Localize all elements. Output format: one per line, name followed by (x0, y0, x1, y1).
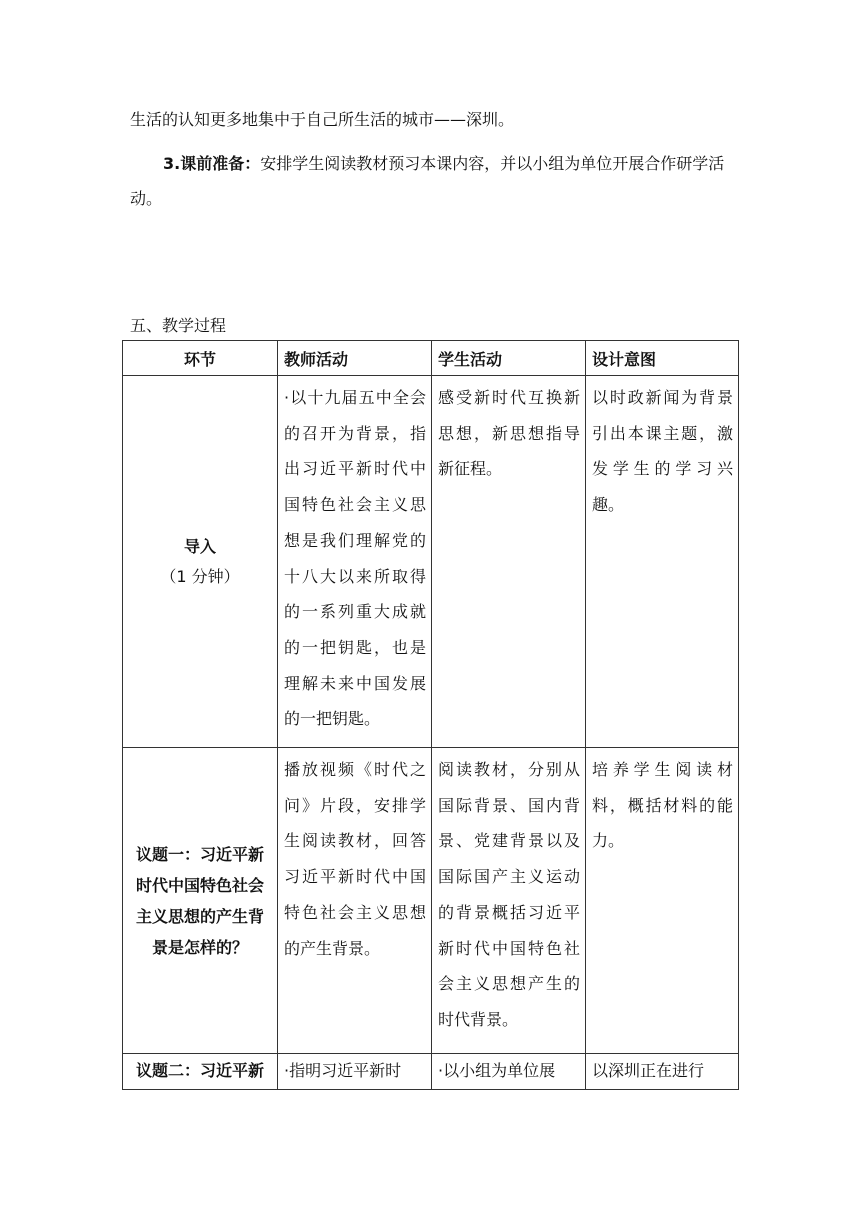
header-teacher-activity: 教师活动 (278, 341, 432, 376)
header-student-activity: 学生活动 (432, 341, 586, 376)
prep-label: 3.课前准备： (163, 154, 261, 173)
teacher-activity-text: 播放视频《时代之问》片段，安排学生阅读教材，回答习近平新时代中国特色社会主义思想的产生背景。 (284, 760, 426, 958)
prep-text: 安排学生阅读教材预习本课内容，并以小组为单位开展合作研学活动。 (130, 154, 725, 208)
table-row (123, 1054, 739, 1090)
student-activity-text: 感受新时代互换新思想，新思想指导新征程。 (438, 388, 580, 479)
design-intent-text: 培养学生阅读材料，概括材料的能力。 (592, 760, 733, 851)
paragraph-preparation (130, 146, 730, 216)
teacher-activity-cell (278, 748, 432, 1054)
design-intent-cell (586, 376, 739, 748)
student-activity-cell (432, 376, 586, 748)
design-intent-cell (586, 1054, 739, 1090)
teacher-activity-cell (278, 1054, 432, 1090)
table-header-row (123, 341, 739, 376)
stage-cell (123, 1054, 278, 1090)
header-design-intent: 设计意图 (586, 341, 739, 376)
section-title: 五、教学过程 (130, 316, 227, 335)
stage-cell (123, 748, 278, 1054)
stage-title: 议题二：习近平新 (135, 1061, 264, 1080)
table-row (123, 376, 739, 748)
design-intent-text: 以时政新闻为背景引出本课主题，激发学生的学习兴趣。 (592, 388, 733, 515)
design-intent-cell (586, 748, 739, 1054)
design-intent-text: 以深圳正在进行 (592, 1061, 705, 1080)
paragraph-city: 生活的认知更多地集中于自己所生活的城市——深圳。 (130, 110, 515, 129)
student-activity-cell (432, 748, 586, 1054)
stage-time: （1 分钟） (160, 566, 240, 586)
teacher-activity-text: ·指明习近平新时 (284, 1061, 402, 1080)
student-activity-text: ·以小组为单位展 (438, 1061, 556, 1080)
table-row (123, 748, 739, 1054)
header-stage: 环节 (123, 341, 278, 376)
teacher-activity-cell (278, 376, 432, 748)
stage-cell (123, 376, 278, 748)
stage-title: 导入 (183, 536, 216, 556)
student-activity-cell (432, 1054, 586, 1090)
student-activity-text: 阅读教材，分别从国际背景、国内背景、党建背景以及国际国产主义运动的背景概括习近平新时代中国特色社会主义思想产生的时代背景。 (438, 760, 580, 1029)
teacher-activity-text: ·以十九届五中全会的召开为背景，指出习近平新时代中国特色社会主义思想是我们理解党的十八大以来所取得的一系列重大成就的一把钥匙，也是理解未来中国发展的一把钥匙。 (284, 388, 426, 729)
teaching-process-table (122, 340, 739, 1090)
stage-title: 议题一：习近平新时代中国特色社会主义思想的产生背景是怎样的？ (135, 844, 264, 957)
